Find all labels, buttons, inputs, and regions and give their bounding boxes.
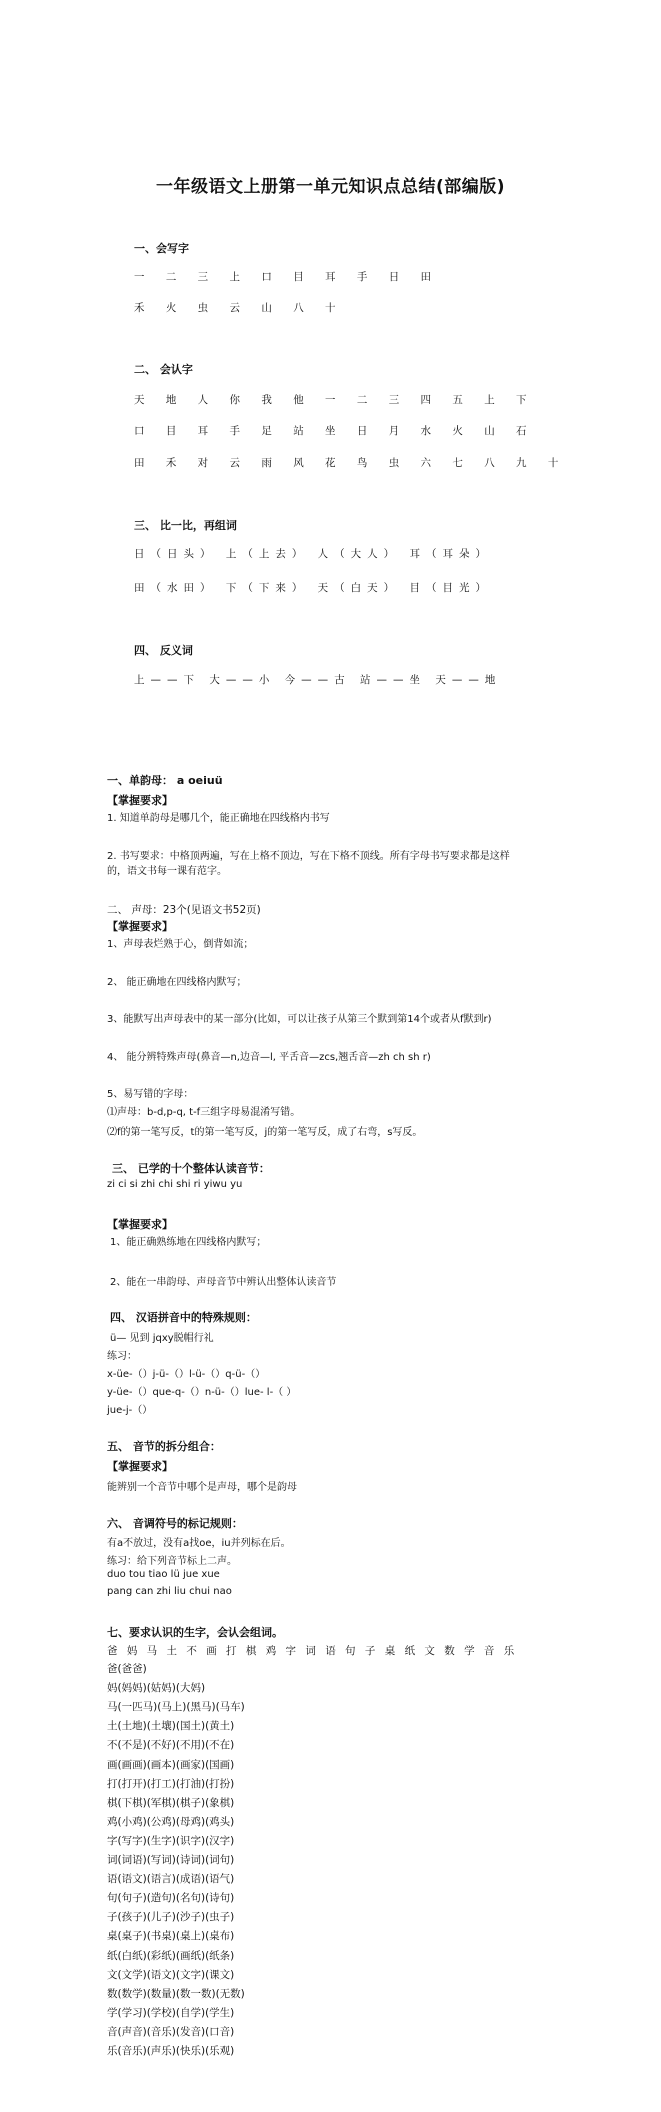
exercise-line: y-üe-（）que-q-（）n-ü-（）lue- l-（ ）: [107, 1387, 297, 1398]
text-line: 2、能在一串韵母、声母音节中辨认出整体认读音节: [110, 1277, 337, 1288]
word-item: 画(画画)(画本)(画家)(国画): [107, 1758, 235, 1771]
text-line: ⑵f的第一笔写反，t的第一笔写反，j的第一笔写反，成了右弯，s写反。: [107, 1127, 423, 1138]
requirement-label: 【掌握要求】: [107, 1460, 173, 1473]
text-line: 2、 能正确地在四线格内默写；: [107, 977, 247, 988]
char-line: 口 目 耳 手 足 站 坐 日 月 水 火 山 石: [134, 425, 536, 437]
word-item: 音(声音)(音乐)(发音)(口音): [107, 2025, 235, 2038]
antonym-line: 上——下 大——小 今——古 站——坐 天——地: [134, 674, 502, 686]
text-line: 1、能正确熟练地在四线格内默写；: [110, 1237, 267, 1248]
text-line: ü— 见到 jqxy脱帽行礼: [110, 1333, 214, 1344]
section-heading: 一、会写字: [134, 242, 189, 255]
word-item: 学(学习)(学校)(自学)(学生): [107, 2006, 235, 2019]
section-heading: 四、 汉语拼音中的特殊规则：: [110, 1311, 257, 1324]
text-line: 的，语文书每一课有范字。: [107, 866, 227, 877]
word-item: 不(不是)(不好)(不用)(不在): [107, 1739, 235, 1752]
word-item: 词(词语)(写词)(诗词)(词句): [107, 1854, 235, 1866]
section-heading: 三、 比一比，再组词: [134, 519, 237, 532]
syllable-list: zi ci si zhi chi shi ri yiwu yu: [107, 1179, 243, 1190]
section-heading: 四、 反义词: [134, 644, 193, 657]
text-line: 练习：给下列音节标上二声。: [107, 1556, 237, 1567]
word-item: 桌(桌子)(书桌)(桌上)(桌布): [107, 1930, 235, 1943]
page-title: 一年级语文上册第一单元知识点总结(部编版): [155, 177, 506, 197]
exercise-line: x-üe-（）j-ü-（）l-ü-（）q-ü-（）: [107, 1369, 266, 1380]
char-line: 禾 火 虫 云 山 八 十: [134, 302, 345, 314]
section-heading: 三、 已学的十个整体认读音节：: [112, 1162, 270, 1175]
text-line: 4、 能分辨特殊声母(鼻音—n,边音—l, 平舌音—zcs,翘舌音—zh ch sh r): [107, 1052, 431, 1063]
word-line: 田（水田） 下（下来） 天（白天） 目（目光）: [134, 582, 493, 594]
requirement-label: 【掌握要求】: [107, 794, 173, 807]
text-line: ⑴声母：b-d,p-q, t-f三组字母易混淆写错。: [107, 1107, 301, 1118]
text-line: 能辨别一个音节中哪个是声母，哪个是韵母: [107, 1482, 297, 1493]
section-heading: 一、单韵母： a oeiuü: [107, 774, 223, 787]
word-item: 数(数学)(数量)(数一数)(无数): [107, 1987, 245, 2000]
text-line: 有a不放过，没有a找oe，iu并列标在后。: [107, 1538, 291, 1549]
word-item: 文(文学)(语文)(文字)(课文): [107, 1968, 235, 1981]
section-heading: 六、 音调符号的标记规则：: [107, 1517, 243, 1530]
word-item: 马(一匹马)(马上)(黑马)(马车): [107, 1701, 245, 1714]
word-item: 爸(爸爸): [107, 1663, 147, 1675]
syllable-list: pang can zhi liu chui nao: [107, 1586, 232, 1597]
section-heading: 二、 声母：23个(见语文书52页): [107, 904, 261, 916]
word-item: 土(土地)(土壤)(国土)(黄土): [107, 1720, 235, 1733]
word-item: 子(孩子)(儿子)(沙子)(虫子): [107, 1911, 235, 1924]
word-item: 鸡(小鸡)(公鸡)(母鸡)(鸡头): [107, 1815, 235, 1828]
char-line: 田 禾 对 云 雨 风 花 鸟 虫 六 七 八 九 十: [134, 457, 568, 469]
word-item: 句(句子)(造句)(名句)(诗句): [107, 1892, 235, 1905]
section-heading: 二、 会认字: [134, 363, 193, 376]
word-item: 乐(音乐)(声乐)(快乐)(乐观): [107, 2045, 235, 2057]
word-item: 纸(白纸)(彩纸)(画纸)(纸条): [107, 1949, 235, 1962]
section-heading: 七、要求认识的生字，会认会组词。: [107, 1626, 283, 1639]
char-line: 爸 妈 马 土 不 画 打 棋 鸡 字 词 语 句 子 桌 纸 文 数 学 音 乐: [107, 1645, 518, 1657]
syllable-list: duo tou tiao lü jue xue: [107, 1569, 220, 1580]
word-item: 语(语文)(语言)(成语)(语气): [107, 1873, 235, 1886]
exercise-line: jue-j-（）: [107, 1405, 153, 1416]
section-heading: 五、 音节的拆分组合：: [107, 1440, 221, 1453]
text-line: 1、声母表烂熟于心，倒背如流；: [107, 939, 254, 950]
text-line: 5、易写错的字母：: [107, 1089, 194, 1100]
text-line: 1. 知道单韵母是哪几个，能正确地在四线格内书写: [107, 813, 330, 824]
text-line: 3、能默写出声母表中的某一部分(比如，可以让孩子从第三个默到第14个或者从f默到r): [107, 1014, 492, 1025]
word-item: 打(打开)(打工)(打油)(打扮): [107, 1777, 235, 1790]
text-line: 2. 书写要求：中格顶两遍，写在上格不顶边，写在下格不顶线。所有字母书写要求都是这样: [107, 851, 510, 862]
text-line: 练习：: [107, 1351, 137, 1362]
char-line: 天 地 人 你 我 他 一 二 三 四 五 上 下: [134, 394, 536, 406]
requirement-label: 【掌握要求】: [107, 920, 173, 933]
word-line: 日（日头） 上（上去） 人（大人） 耳（耳朵）: [134, 548, 493, 560]
word-item: 妈(妈妈)(姑妈)(大妈): [107, 1682, 206, 1695]
word-item: 字(写字)(生字)(识字)(汉字): [107, 1834, 235, 1847]
requirement-label: 【掌握要求】: [107, 1218, 173, 1231]
word-item: 棋(下棋)(军棋)(棋子)(象棋): [107, 1796, 235, 1809]
char-line: 一 二 三 上 口 目 耳 手 日 田: [134, 271, 441, 283]
